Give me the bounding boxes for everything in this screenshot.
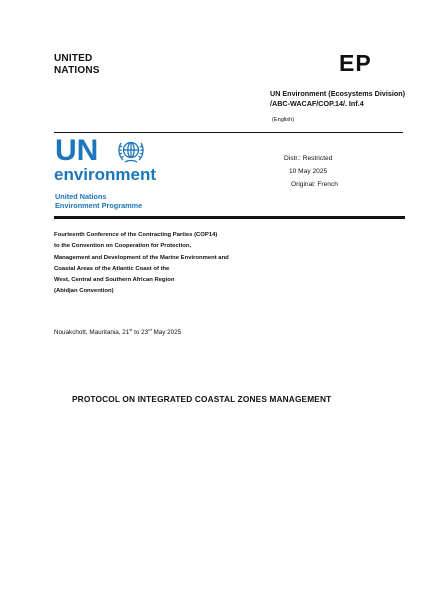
conference-line: Fourteenth Conference of the Contracting Parties (COP14) [54, 232, 218, 238]
document-title: PROTOCOL ON INTEGRATED COASTAL ZONES MANAGEMENT [72, 394, 332, 404]
distribution-status: Distr.: Restricted [284, 155, 333, 162]
conference-line: Management and Development of the Marine Environment and [54, 254, 229, 261]
org-line-1: UNITED [54, 53, 93, 64]
header-divider-top [54, 132, 403, 133]
venue-middle: to 23 [132, 329, 149, 336]
org-line-2: NATIONS [54, 65, 100, 76]
conference-line: West, Central and Southern African Region [54, 277, 175, 284]
logo-programme-line-1: United Nations [55, 192, 107, 201]
document-symbol [270, 89, 405, 109]
document-language: (English) [272, 117, 295, 123]
logo-programme-line-2: Environment Programme [55, 201, 143, 210]
venue-prefix: Nouakchott, Mauritania, 21 [54, 329, 130, 336]
symbol-line-2: /ABC-WACAF/COP.14/. Inf.4 [270, 99, 364, 108]
organization-name [54, 53, 100, 77]
distribution-block [284, 152, 338, 191]
venue-dates [54, 327, 181, 336]
conference-block [54, 230, 229, 298]
language-code: EP [339, 50, 372, 76]
header-divider-bottom [54, 216, 405, 219]
document-date: 10 May 2025 [289, 168, 328, 175]
venue-sup-2: rd [148, 327, 152, 332]
un-emblem-icon [116, 136, 146, 166]
conference-line: (Abidjan Convention) [54, 288, 114, 295]
venue-sup-1: st [129, 327, 133, 332]
symbol-line-1: UN Environment (Ecosystems Division) [270, 89, 405, 98]
venue-suffix: May 2025 [151, 329, 182, 336]
logo-environment-text: environment [54, 165, 157, 184]
logo-un-text: UN [55, 134, 99, 167]
unep-logo [54, 135, 164, 213]
conference-line: to the Convention on Cooperation for Protection, [54, 243, 192, 250]
original-language: Original: French [291, 181, 338, 188]
conference-line: Coastal Areas of the Atlantic Coast of the [54, 265, 170, 272]
logo-programme-text [55, 192, 142, 210]
